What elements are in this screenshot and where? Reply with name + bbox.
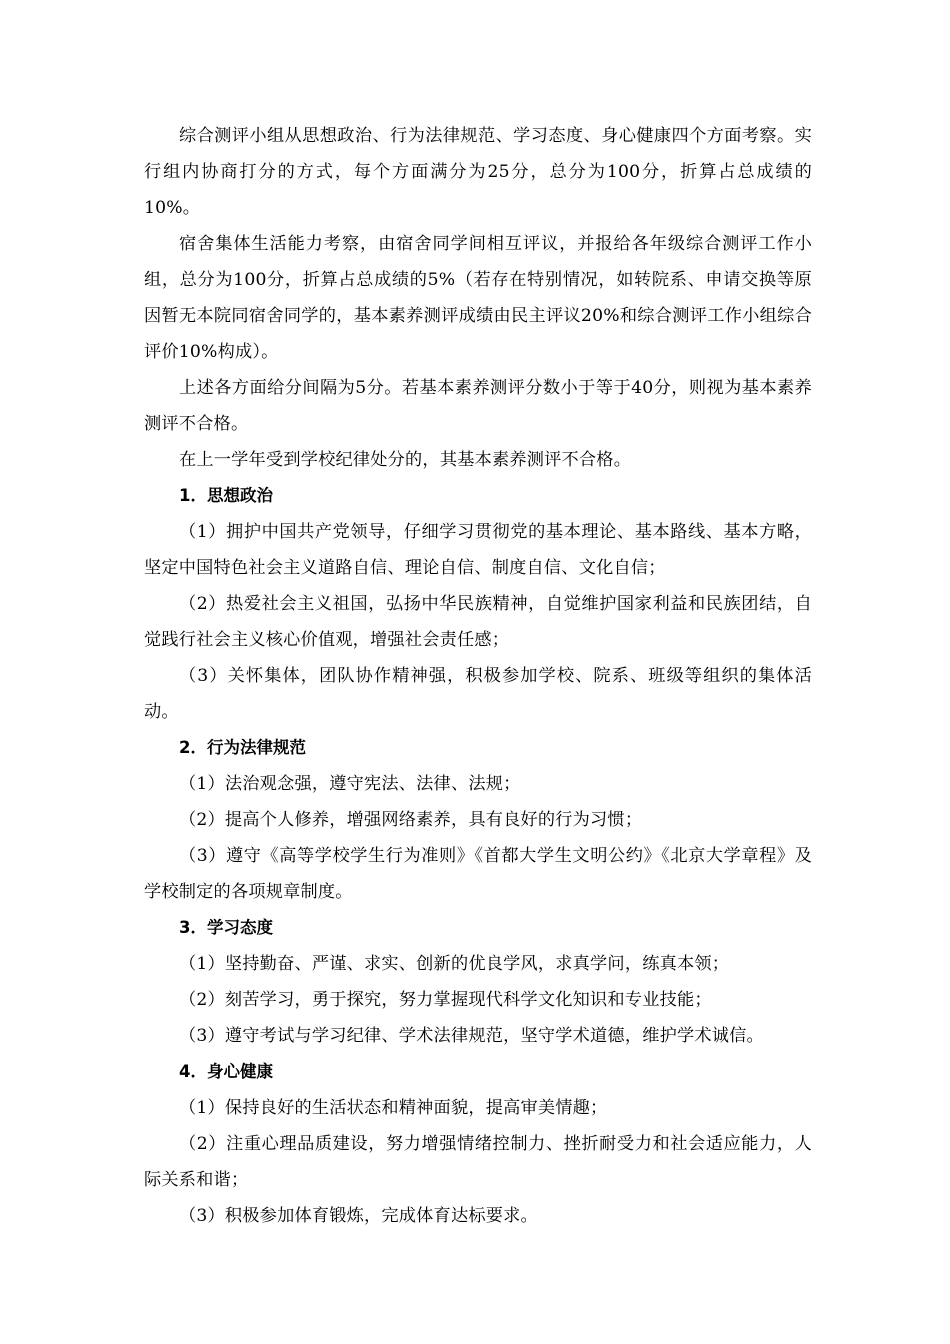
- intro-paragraph-1: 综合测评小组从思想政治、行为法律规范、学习态度、身心健康四个方面考察。实行组内协商打分的方式，每个方面满分为25分，总分为100分，折算占总成绩的10%。: [144, 126, 812, 218]
- list-item: （1）拥护中国共产党领导，仔细学习贯彻党的基本理论、基本路线、基本方略，坚定中国特色社会主义道路自信、理论自信、制度自信、文化自信；: [144, 522, 812, 578]
- section-conduct: [144, 730, 812, 910]
- list-item: （2）提高个人修养，增强网络素养，具有良好的行为习惯；: [179, 810, 643, 830]
- list-item: （3）关怀集体，团队协作精神强，积极参加学校、院系、班级等组织的集体活动。: [144, 666, 812, 722]
- document-page: [144, 118, 812, 1234]
- section-study: [144, 910, 812, 1054]
- list-item: （1）坚持勤奋、严谨、求实、创新的优良学风，求真学问，练真本领；: [179, 954, 730, 974]
- list-item: （1）保持良好的生活状态和精神面貌，提高审美情趣；: [179, 1098, 608, 1118]
- intro-paragraph-2: 宿舍集体生活能力考察，由宿舍同学间相互评议，并报给各年级综合测评工作小组，总分为100分，折算占总成绩的5%（若存在特别情况，如转院系、申请交换等原因暂无本院同宿舍同学的，基本素养测评成绩由民主评议20%和综合测评工作小组综合评价10%构成）。: [144, 234, 812, 362]
- section-heading: 3．学习态度: [179, 918, 273, 937]
- list-item: （3）遵守《高等学校学生行为准则》《首都大学生文明公约》《北京大学章程》及学校制定的各项规章制度。: [144, 846, 812, 902]
- list-item: （1）法治观念强，遵守宪法、法律、法规；: [179, 774, 521, 794]
- section-health: [144, 1054, 812, 1234]
- intro-paragraph-4: 在上一学年受到学校纪律处分的，其基本素养测评不合格。: [179, 450, 632, 470]
- list-item: （2）热爱社会主义祖国，弘扬中华民族精神，自觉维护国家利益和民族团结，自觉践行社会主义核心价值观，增强社会责任感；: [144, 594, 812, 650]
- list-item: （2）刻苦学习，勇于探究，努力掌握现代科学文化知识和专业技能；: [179, 990, 712, 1010]
- list-item: （2）注重心理品质建设，努力增强情绪控制力、挫折耐受力和社会适应能力，人际关系和谐；: [144, 1134, 812, 1190]
- intro-paragraph-3: 上述各方面给分间隔为5分。若基本素养测评分数小于等于40分，则视为基本素养测评不合格。: [144, 378, 812, 434]
- section-political: [144, 478, 812, 730]
- list-item: （3）积极参加体育锻炼，完成体育达标要求。: [179, 1206, 538, 1226]
- section-heading: 1．思想政治: [179, 486, 273, 505]
- section-heading: 2．行为法律规范: [179, 738, 306, 757]
- list-item: （3）遵守考试与学习纪律、学术法律规范，坚守学术道德，维护学术诚信。: [179, 1026, 764, 1046]
- section-heading: 4．身心健康: [179, 1062, 273, 1081]
